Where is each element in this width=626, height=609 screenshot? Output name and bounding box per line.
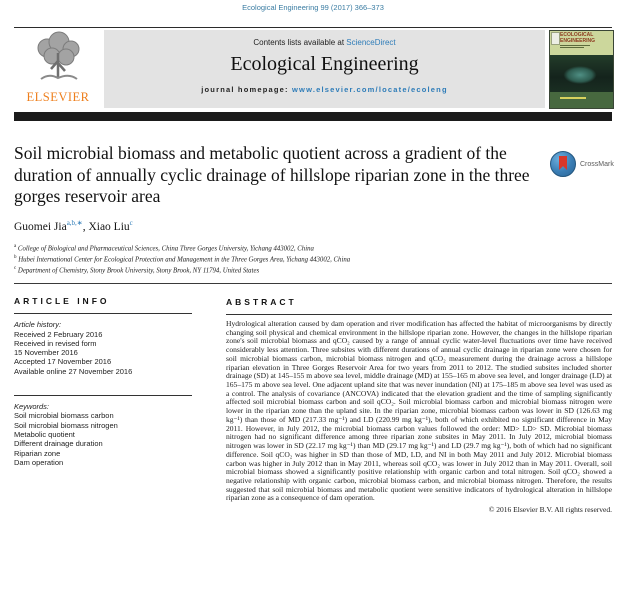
cover-bottom — [550, 92, 613, 108]
cover-editor-line — [560, 97, 586, 99]
elsevier-tree-icon — [27, 31, 89, 89]
history-label: Article history: — [14, 320, 62, 330]
affiliations — [14, 243, 350, 276]
journal-cover-thumbnail[interactable] — [549, 30, 614, 109]
affiliation-row — [14, 254, 350, 265]
article-info-rule — [14, 313, 192, 314]
cover-corner-box — [551, 32, 560, 45]
history-item: Received in revised form — [14, 338, 97, 348]
journal-banner — [104, 30, 545, 108]
elsevier-logo[interactable] — [14, 31, 102, 109]
crossmark-icon — [550, 151, 576, 177]
abstract-rule — [226, 314, 612, 315]
history-item: 15 November 2016 — [14, 348, 78, 358]
affiliation-sup: c — [14, 265, 17, 271]
homepage-prefix: journal homepage: — [201, 85, 293, 94]
keyword-item: Dam operation — [14, 457, 64, 467]
affiliation-text: Department of Chemistry, Stony Brook University, Stony Brook, NY 11794, United States — [16, 266, 260, 274]
keywords-rule — [14, 395, 192, 396]
crossmark-bookmark-icon — [559, 156, 567, 170]
article-info-column — [14, 297, 206, 467]
section-divider-rule — [14, 283, 612, 284]
history-item: Available online 27 November 2016 — [14, 366, 133, 376]
affiliation-row — [14, 243, 350, 254]
author-line — [14, 219, 133, 233]
journal-title: Ecological Engineering — [230, 53, 419, 75]
cover-top — [550, 31, 613, 55]
abstract-column — [226, 297, 612, 514]
cover-title: ECOLOGICAL ENGINEERING — [560, 32, 596, 44]
keyword-item: Metabolic quotient — [14, 429, 75, 439]
journal-citation: Ecological Engineering 99 (2017) 366–373 — [242, 3, 384, 12]
article-info-heading: ARTICLE INFO — [14, 296, 110, 306]
article-title: Soil microbial biomass and metabolic quotient across a gradient of the duration of annually cyclic drainage of hillslope riparian zone in the three gorges reservoir area — [14, 143, 530, 206]
author-separator: , — [82, 220, 89, 233]
cover-photo — [550, 55, 613, 92]
author-affil-marks[interactable]: c — [129, 219, 133, 227]
abstract-text: Hydrological alteration caused by dam operation and river modification has affected the habitat of microorganisms by directly changing soil physical and chemical environment in the hillslope riparian zone. However, the changes in the hillslope riparian zone's soil microbial biomass and qCO₂ caused by a range of annual cyclic water-level fluctuations over time have received considerably less attention. Three subsites with different durations of annual cyclic drainage in riparian zone were chosen for soil microbial biomass carbon, microbial biomass nitrogen and qCO₂ measurement during the drainage across a hillslope riparian elevation in Three Gorges Reservoir Area for two years from 2011 to 2012. The studied subsites included shorter drainage (SD) at 145–155 m above sea level, middle drainage (MD) at 155–165 m above sea level, and longer drainage (LD) at 165–175 m above sea level. One adjacent upland site that was never inundation (NI) at 175–185 m above sea level was used as a control. The analysis of covariance (ANCOVA) indicated that the elevation gradient and the time of sampling significantly affected soil microbial biomass carbon and soil qCO₂. Soil microbial biomass carbon and microbial biomass nitrogen were lower in the riparian zone than the upland site. In the riparian zone, microbial biomass carbon was lower in SD (126.63 mg kg⁻¹) than those of MD (217.33 mg⁻¹) and LD (220.99 mg kg⁻¹), both of which exhibited no significant difference in May 2011. However, in July 2012, the microbial biomass carbon values followed the order: MD> LD> SD. Microbial biomass nitrogen had no significant difference among three riparian zone subsites in May 2011. In July 2012, microbial biomass nitrogen was lower in SD (22.17 mg kg⁻¹) than MD (29.17 mg kg⁻¹) and LD (29.7 mg kg⁻¹), both of which had no significant difference. Soil qCO₂ was higher in SD than those of MD, LD, and NI in both May 2011 and July 2012. Microbial biomass carbon was higher in July 2012 than in May 2011, whereas soil qCO₂ was lower in July 2012 than in May 2011. Overall, soil microbial biomass showed a significantly positive relationship with organic carbon and total nitrogen. Soil qCO₂ showed a negative relationship with organic carbon, microbial biomass carbon, and microbial biomass nitrogen. Therefore, the results suggested that soil microbial biomass and metabolic quotient were sensitive indicators of hydrological alteration in hillslope riparian zone as a consequence of dam operation. — [226, 319, 612, 503]
crossmark-badge[interactable] — [550, 151, 614, 177]
affiliation-row — [14, 265, 350, 276]
keyword-item: Riparian zone — [14, 448, 61, 458]
copyright-line: © 2016 Elsevier B.V. All rights reserved. — [488, 505, 612, 515]
keyword-item: Soil microbial biomass carbon — [14, 411, 114, 421]
history-item: Accepted 17 November 2016 — [14, 357, 112, 367]
header-divider-bar — [14, 112, 612, 121]
crossmark-label: CrossMark — [580, 160, 614, 168]
author-affil-marks[interactable]: a,b,∗ — [66, 219, 83, 227]
abstract-heading: ABSTRACT — [226, 297, 297, 307]
author-name: Xiao Liu — [88, 220, 130, 233]
history-item: Received 2 February 2016 — [14, 329, 103, 339]
sciencedirect-link[interactable]: ScienceDirect — [346, 38, 396, 47]
affiliation-sup: a — [14, 244, 17, 249]
homepage-url-link[interactable]: www.elsevier.com/locate/ecoleng — [292, 85, 448, 94]
cover-subtitle-line-2 — [560, 47, 584, 48]
affiliation-text: College of Biological and Pharmaceutical Sciences, China Three Gorges University, Yichang 443002, China — [16, 245, 314, 253]
cover-subtitle-line — [560, 45, 590, 46]
contents-line — [104, 38, 545, 47]
contents-prefix: Contents lists available at — [253, 38, 347, 47]
author-name: Guomei Jia — [14, 220, 67, 233]
homepage-line — [104, 85, 545, 94]
elsevier-wordmark: ELSEVIER — [26, 90, 90, 104]
keyword-item: Different drainage duration — [14, 439, 103, 449]
affiliation-text: Hubei International Center for Ecological Protection and Management in the Three Gorges Area, Yichang 443002, China — [16, 256, 351, 264]
affiliation-sup: b — [14, 254, 17, 260]
keywords-label: Keywords: — [14, 402, 50, 412]
top-rule — [14, 27, 612, 28]
info-gap — [14, 376, 206, 388]
keyword-item: Soil microbial biomass nitrogen — [14, 420, 118, 430]
